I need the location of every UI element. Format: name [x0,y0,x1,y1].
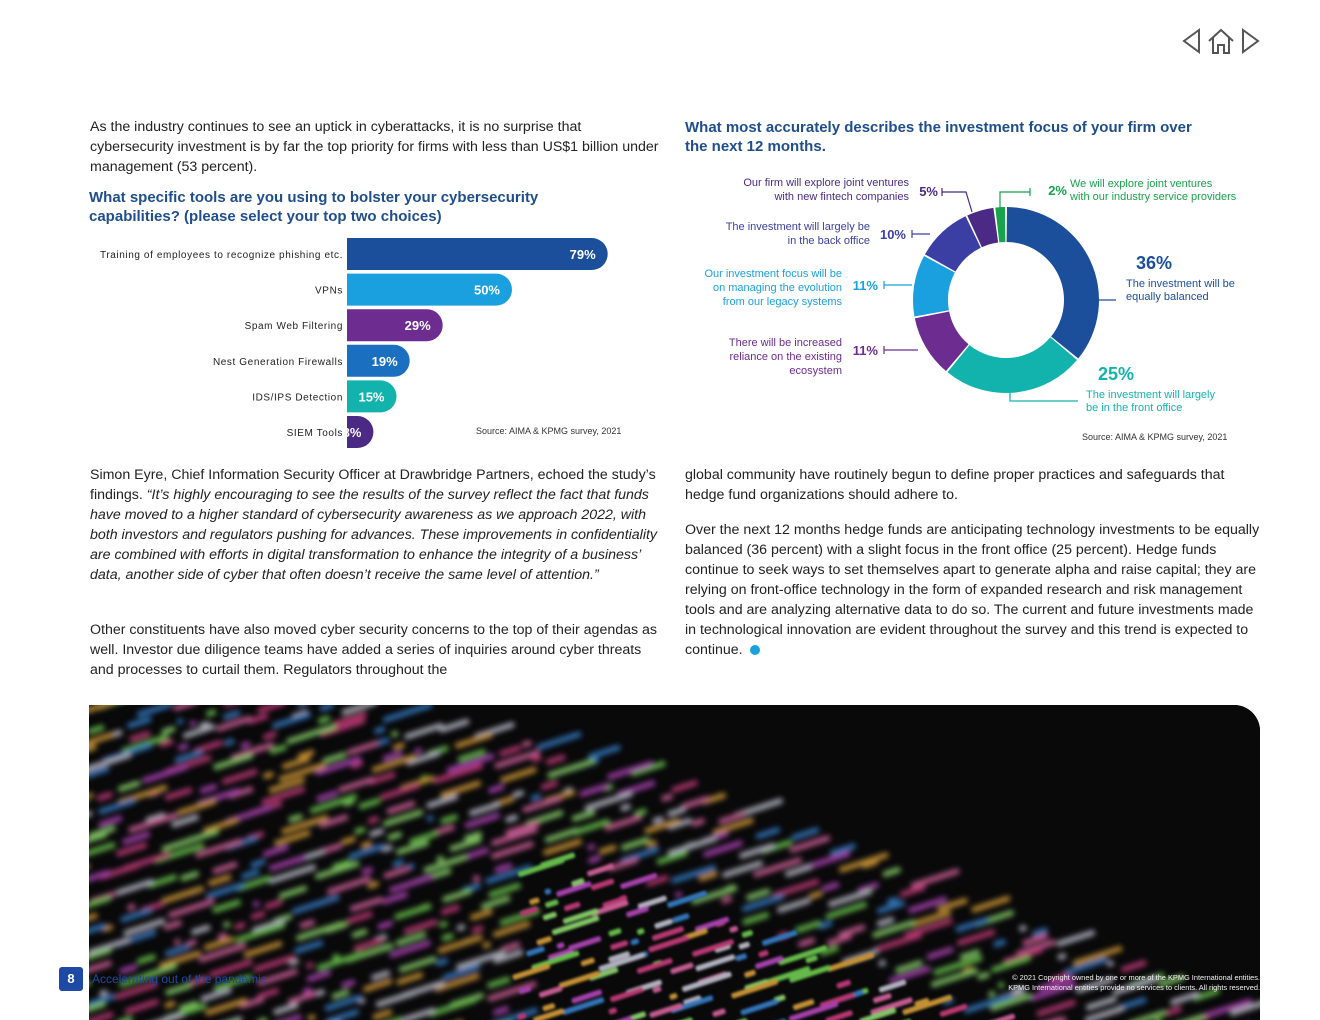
donut-category-label: The investment will be [1126,278,1235,290]
donut-category-label: We will explore joint ventures [1070,178,1213,190]
bar-value-label: 15% [358,389,385,405]
page-navigation [1180,26,1264,56]
donut-category-label: on managing the evolution [712,282,842,294]
donut-category-label: The investment will largely be [725,221,870,233]
bar-category-label: Training of employees to recognize phishing etc. [100,250,343,261]
bar-category-label: IDS/IPS Detection [252,392,343,404]
bar-value-label: 50% [473,282,500,298]
chevron-right-icon[interactable] [1240,26,1262,61]
donut-callout-line [1010,394,1078,401]
donut-category-label: in the back office [787,235,870,247]
donut-category-label: ecosystem [789,365,842,377]
donut-category-label: equally balanced [1126,291,1209,303]
other-constituents-paragraph: Other constituents have also moved cyber security concerns to the top of their agendas as well. Investor due diligence teams have added a series of inquiries around cyber threats and processes to curtail them. Regulators throughout the [90,622,658,678]
home-icon[interactable] [1206,26,1236,61]
donut-category-label: with our industry service providers [1070,191,1237,203]
investment-question-heading: What most accurately describes the investment focus of your firm over the next 12 months. [685,119,1192,155]
cyber-tools-bar-chart [88,232,648,450]
end-mark-icon [750,645,760,655]
bar-category-label: SIEM Tools [286,428,343,439]
investment-focus-donut-chart [680,168,1280,448]
bar-value-label: 79% [569,247,596,262]
donut-value-label: 36% [1136,253,1173,273]
donut-category-label: Our investment focus will be [704,268,842,280]
right-paragraph-1: global community have routinely begun to define proper practices and safeguards that hedge fund organizations should adhere to. [685,467,1225,503]
donut-category-label: The investment will largely [1086,389,1215,401]
bar [347,238,608,270]
footer-title[interactable]: Accelerating out of the pandemic [92,972,267,986]
page-number-badge: 8 [59,967,83,991]
chevron-left-icon[interactable] [1180,26,1202,61]
bar-category-label: Spam Web Filtering [244,321,343,333]
right-paragraph-2-text: Over the next 12 months hedge funds are anticipating technology investments to be equally balanced (36 percent) with a slight focus in the front office (25 percent). Hedge funds continue to seek ways to set themselves apart to generate alpha and raise capital; they are relying on front-office technology in the form of expanded research and risk management tools and are analyzing alternative data to do so. The current and future investments made in technological innovation are evident throughout the survey and this trend is expected to continue. [685,522,1260,658]
donut-category-label: reliance on the existing [729,351,842,363]
bar-category-label: Nest Generation Firewalls [212,356,343,368]
donut-value-label: 11% [852,278,878,293]
bar-chart-source: Source: AIMA & KPMG survey, 2021 [476,426,622,436]
intro-paragraph: As the industry continues to see an uptick in cyberattacks, it is no surprise that cybersecurity investment is by far the top priority for firms with less than US$1 billion under management (53 percent). [90,119,659,175]
bar-value-label: 29% [404,318,431,334]
quote-lead: Simon Eyre, Chief Information Security Officer at Drawbridge Partners, echoed the study’s findings. [90,467,656,503]
donut-callout-line [942,192,972,212]
quote-paragraph [90,465,660,585]
donut-value-label: 10% [879,227,906,242]
donut-value-label: 25% [1098,364,1135,384]
donut-chart-source: Source: AIMA & KPMG survey, 2021 [1082,432,1228,442]
tools-question-heading: What specific tools are you using to bolster your cybersecurity capabilities? (please select your top two choices) [89,189,539,225]
donut-category-label: with new fintech companies [774,191,909,203]
donut-category-label: Our firm will explore joint ventures [743,177,909,189]
bar-category-label: VPNs [315,285,343,297]
donut-slice [1007,207,1099,359]
donut-value-label: 11% [852,343,878,358]
donut-callout-line [1000,192,1030,208]
bar-value-label: 8% [342,425,362,440]
quote-text: “It’s highly encouraging to see the results of the survey reflect the fact that funds have moved to a higher standard of cybersecurity awareness as we approach 2022, with both investors and regulators pushing for advances. These improvements in confidentiality are combined with efforts in digital transformation to enhance the integrity of a business’ data, another side of cyber that often doesn’t receive the same level of attention.” [90,487,658,583]
donut-category-label: be in the front office [1086,402,1183,414]
copyright-notice [920,973,1260,993]
donut-category-label: from our legacy systems [722,296,842,308]
right-paragraph-2 [685,520,1265,660]
copyright-line-2: KPMG International entities provide no services to clients. All rights reserved. [1008,983,1260,992]
bar-value-label: 19% [371,353,398,369]
copyright-line-1: © 2021 Copyright owned by one or more of the KPMG International entities. [1012,973,1260,982]
donut-value-label: 5% [919,184,938,199]
donut-value-label: 2% [1048,183,1067,198]
donut-category-label: There will be increased [728,337,842,349]
